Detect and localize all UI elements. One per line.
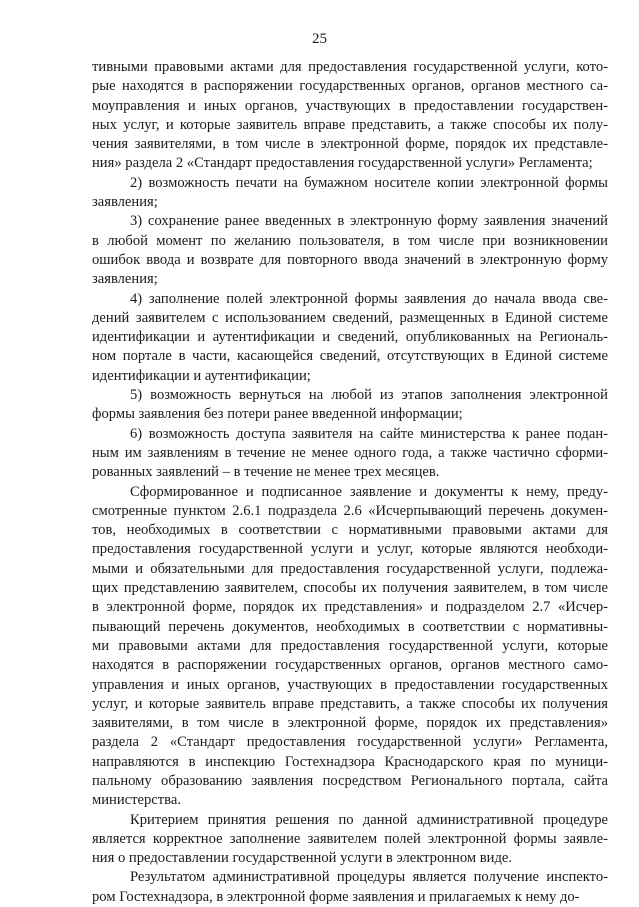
text-line: ми правовыми актами для предоставления государственной услуги, которые bbox=[92, 637, 608, 654]
text-line: смотренные пунктом 2.6.1 подраздела 2.6 «Исчерпывающий перечень докумен- bbox=[92, 502, 608, 519]
text-line: заявления; bbox=[92, 271, 158, 288]
text-line: тивными правовыми актами для предоставления государственной услуги, кото- bbox=[92, 59, 608, 75]
text-line: раздела 2 «Стандарт предоставления государственной услуги» Регламента, bbox=[92, 734, 608, 751]
text-line: управления и иных органов, участвующих в предоставлении государственных bbox=[92, 676, 608, 693]
paragraph bbox=[92, 386, 608, 425]
text-line: ния» раздела 2 «Стандарт предоставления государственной услуги» Регламента; bbox=[92, 155, 593, 172]
paragraph bbox=[92, 811, 608, 869]
paragraph bbox=[92, 58, 608, 174]
text-line: Сформированное и подписанное заявление и документы к нему, преду- bbox=[130, 483, 608, 500]
text-line: услуг, и которые заявитель вправе представить, а также способы их получения bbox=[92, 695, 608, 712]
paragraph bbox=[92, 868, 608, 907]
text-line: рованных заявлений – в течение не менее трех месяцев. bbox=[92, 464, 440, 481]
text-line: ошибок ввода и возврате для повторного ввода значений в электронную форму bbox=[92, 251, 608, 268]
paragraph bbox=[92, 212, 608, 289]
text-line: ным им заявлениям в течение не менее одного года, а также частично сформи- bbox=[92, 444, 608, 461]
text-line: является корректное заполнение заявителем полей электронной формы заявле- bbox=[92, 830, 608, 847]
body-text bbox=[92, 58, 608, 907]
text-line: идентификации и аутентификации; bbox=[92, 367, 311, 384]
text-line: Результатом административной процедуры является получение инспекто- bbox=[130, 869, 608, 886]
text-line: находятся в распоряжении государственных органов, органов местного само- bbox=[92, 657, 608, 674]
text-line: заявления; bbox=[92, 194, 158, 211]
text-line: 2) возможность печати на бумажном носителе копии электронной формы bbox=[130, 174, 608, 191]
text-line: чения заявителями, в том числе в электронной форме, порядок их представле- bbox=[92, 136, 608, 153]
text-line: 6) возможность доступа заявителя на сайте министерства к ранее подан- bbox=[130, 425, 608, 442]
text-line: моуправления и иных органов, участвующих в предоставлении государствен- bbox=[92, 97, 608, 114]
text-line: идентификации и аутентификации и сведений, опубликованных на Региональ- bbox=[92, 329, 608, 346]
paragraph bbox=[92, 483, 608, 811]
text-line: в электронной форме, порядок их представления» и подразделом 2.7 «Исчер- bbox=[92, 599, 608, 616]
text-line: направляются в инспекцию Гостехнадзора Краснодарского края по муници- bbox=[92, 753, 608, 770]
text-line: министерства. bbox=[92, 792, 181, 809]
text-line: в любой момент по желанию пользователя, в том числе при возникновении bbox=[92, 232, 608, 249]
text-line: пывающий перечень документов, необходимых в соответствии с нормативны- bbox=[92, 618, 608, 635]
text-line: 4) заполнение полей электронной формы заявления до начала ввода све- bbox=[130, 290, 608, 307]
text-line: 3) сохранение ранее введенных в электронную форму заявления значений bbox=[130, 213, 608, 230]
text-line: щих представлению заявителем, способы их получения заявителем, в том числе bbox=[92, 580, 608, 597]
text-line: ном портале в части, касающейся сведений, отсутствующих в Единой системе bbox=[92, 348, 608, 365]
text-line: ных услуг, и которые заявитель вправе представить, а также способы их полу- bbox=[92, 116, 608, 133]
text-line: ния о предоставлении государственной услуги в электронном виде. bbox=[92, 850, 513, 867]
text-line: ром Гостехнадзора, в электронной форме заявления и прилагаемых к нему до- bbox=[92, 888, 580, 905]
text-line: 5) возможность вернуться на любой из этапов заполнения электронной bbox=[130, 387, 608, 404]
paragraph bbox=[92, 174, 608, 213]
paragraph bbox=[92, 290, 608, 386]
text-line: мыми и обязательными для предоставления государственной услуги, подлежа- bbox=[92, 560, 608, 577]
text-line: рые находятся в распоряжении государственных органов, органов местного са- bbox=[92, 78, 608, 95]
text-line: пальному образованию заявления посредством Регионального портала, сайта bbox=[92, 772, 608, 789]
paragraph bbox=[92, 425, 608, 483]
text-line: предоставления государственной услуги и услуг, которые являются необходи- bbox=[92, 541, 608, 558]
text-line: Критерием принятия решения по данной административной процедуре bbox=[130, 811, 608, 828]
text-line: дений заявителем с использованием сведений, размещенных в Единой системе bbox=[92, 309, 608, 326]
text-line: заявителями, в том числе в электронной форме, порядок их представления» bbox=[92, 715, 608, 732]
page-number: 25 bbox=[312, 31, 327, 47]
text-line: формы заявления без потери ранее введенной информации; bbox=[92, 406, 463, 423]
text-line: тов, необходимых в соответствии с нормативными правовыми актами для bbox=[92, 522, 608, 539]
